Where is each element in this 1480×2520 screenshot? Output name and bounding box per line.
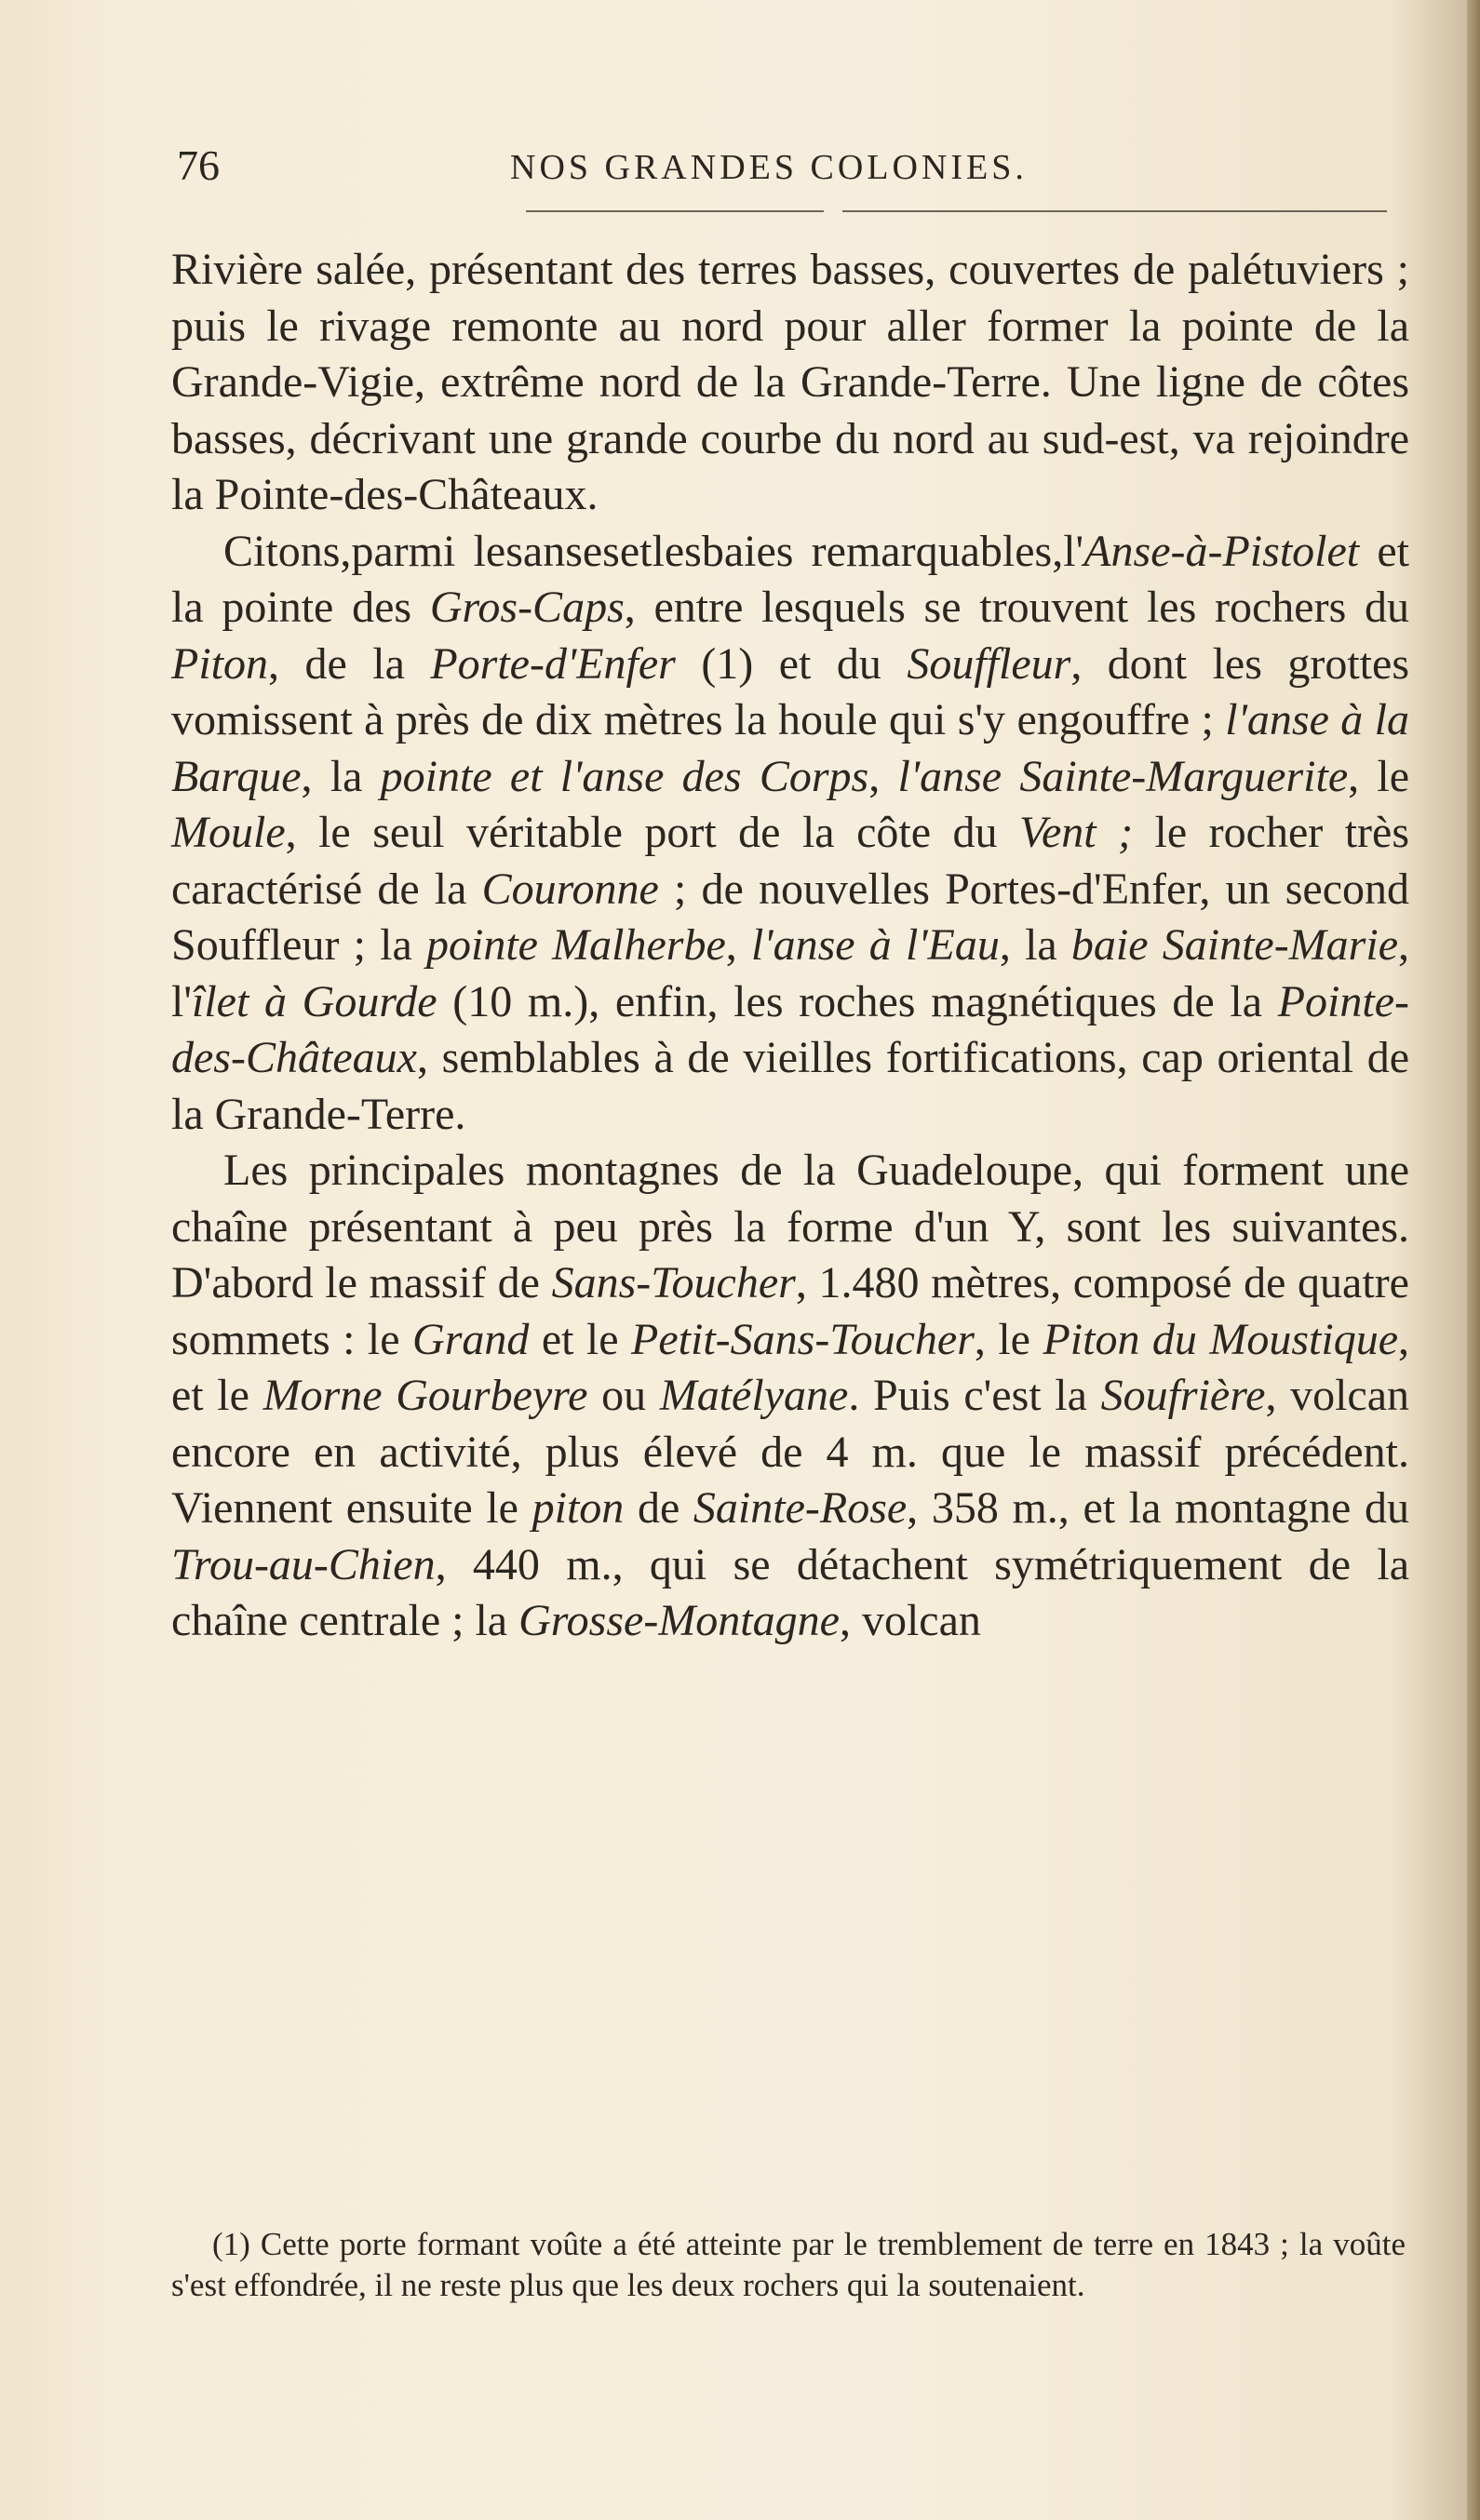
italic-run: baie Sainte-Marie xyxy=(1070,920,1399,970)
italic-run: Vent ; xyxy=(1018,808,1134,857)
italic-run: Porte-d'Enfer xyxy=(430,638,676,689)
text-run: et le xyxy=(529,1314,632,1364)
text-run: , le xyxy=(1348,751,1410,801)
page-header xyxy=(177,138,1406,203)
italic-run: Matélyane xyxy=(659,1371,849,1420)
italic-run: l'anse Sainte-Marguerite xyxy=(897,751,1349,801)
paragraph xyxy=(171,524,1409,1144)
text-run: , de la xyxy=(268,638,431,689)
text-run: , le xyxy=(974,1314,1043,1364)
text-run: , l' xyxy=(171,920,1410,1026)
text-run: , xyxy=(868,751,898,801)
text-run: , dont les grottes vomissent à près de dix mètres la houle qui s'y engouffre ; xyxy=(171,638,1409,744)
italic-run: Sans-Toucher xyxy=(551,1258,796,1307)
text-run: et la pointe des xyxy=(171,526,1409,632)
italic-run: Piton xyxy=(171,638,268,689)
italic-run: l'anse à la Barque xyxy=(171,695,1409,801)
page-edge xyxy=(1467,0,1480,2520)
text-run: Les principales montagnes de la Guadeloupe, qui forment une chaîne présentant à peu près la forme d'un Y, sont les suivantes. D'abord le massif de xyxy=(171,1146,1409,1307)
text-run: , et le xyxy=(171,1314,1410,1420)
italic-run: Couronne xyxy=(481,864,659,914)
italic-run: Souffleur xyxy=(907,638,1071,689)
text-run: le rocher très caractérisé de la xyxy=(171,808,1410,914)
italic-run: Gros-Caps xyxy=(429,583,625,632)
text-run: , le seul véritable port de la côte du xyxy=(285,808,1019,857)
text-run: , volcan encore en activité, plus élevé de 4 m. que le massif précédent. Viennent ensuite le xyxy=(171,1371,1410,1533)
italic-run: Sainte-Rose xyxy=(693,1483,908,1533)
text-run: , semblables à de vieilles fortifications, cap oriental de la Grande-Terre. xyxy=(171,1033,1409,1139)
text-run: , 358 m., et la montagne du xyxy=(907,1483,1409,1533)
italic-run: Pointe-des-Châteaux xyxy=(171,976,1409,1082)
italic-run: îlet à Gourde xyxy=(191,976,437,1026)
italic-run: Anse-à-Pistolet xyxy=(1083,526,1360,576)
italic-run: l'anse à l'Eau xyxy=(750,920,1000,970)
italic-run: Grand xyxy=(412,1314,530,1364)
text-run: ou xyxy=(587,1371,660,1420)
paragraph xyxy=(171,242,1409,524)
footnote-text: (1) Cette porte formant voûte a été atteinte par le tremblement de terre en 1843 ; la voûte s'est effondrée, il ne reste plus que les deux rochers qui la soutenaient. xyxy=(171,2226,1406,2303)
italic-run: Morne Gourbeyre xyxy=(262,1371,588,1420)
italic-run: Petit-Sans-Toucher xyxy=(631,1314,975,1364)
text-run: (10 m.), enfin, les roches magnétiques de la xyxy=(437,976,1278,1026)
text-run: (1) et du xyxy=(675,638,908,689)
italic-run: Soufrière xyxy=(1100,1371,1266,1420)
text-run: , entre lesquels se trouvent les rochers du xyxy=(624,583,1410,632)
italic-run: Piton du Moustique xyxy=(1043,1314,1399,1364)
text-run: , 1.480 mètres, composé de quatre sommets : le xyxy=(171,1258,1409,1364)
text-run: de xyxy=(624,1483,693,1533)
header-rule-left xyxy=(526,210,824,212)
paragraph xyxy=(171,1143,1409,1650)
footnote xyxy=(171,2224,1406,2306)
page-number: 76 xyxy=(177,141,220,189)
text-run: Rivière salée, présentant des terres basses, couvertes de palétuviers ; puis le rivage remonte au nord pour aller former la pointe de la Grande-Vigie, extrême nord de la Grande-Terre. Une ligne de côtes basses, décrivant une grande courbe du nord au sud-est, va rejoindre la Pointe-des-Châteaux. xyxy=(171,245,1409,519)
italic-run: Grosse-Montagne xyxy=(518,1596,840,1645)
text-run: , 440 m., qui se détachent symétriquement de la chaîne centrale ; la xyxy=(171,1539,1409,1645)
text-run: , la xyxy=(999,920,1071,970)
italic-run: Moule xyxy=(171,808,286,857)
body-text xyxy=(171,242,1409,1650)
text-run: , la xyxy=(301,751,381,801)
italic-run: pointe Malherbe xyxy=(425,920,726,970)
text-run: Citons,parmi lesansesetlesbaies remarquables,l' xyxy=(223,526,1084,576)
text-run: . Puis c'est la xyxy=(848,1371,1101,1420)
italic-run: Trou-au-Chien xyxy=(171,1539,436,1589)
italic-run: pointe et l'anse des Corps xyxy=(380,751,869,801)
text-run: , xyxy=(725,920,751,970)
running-title: NOS GRANDES COLONIES. xyxy=(510,148,1028,187)
text-run: , volcan xyxy=(839,1596,981,1645)
text-run: ; de nouvelles Portes-d'Enfer, un second Souffleur ; la xyxy=(171,864,1409,970)
header-rule-right xyxy=(842,210,1387,212)
italic-run: piton xyxy=(531,1483,625,1533)
